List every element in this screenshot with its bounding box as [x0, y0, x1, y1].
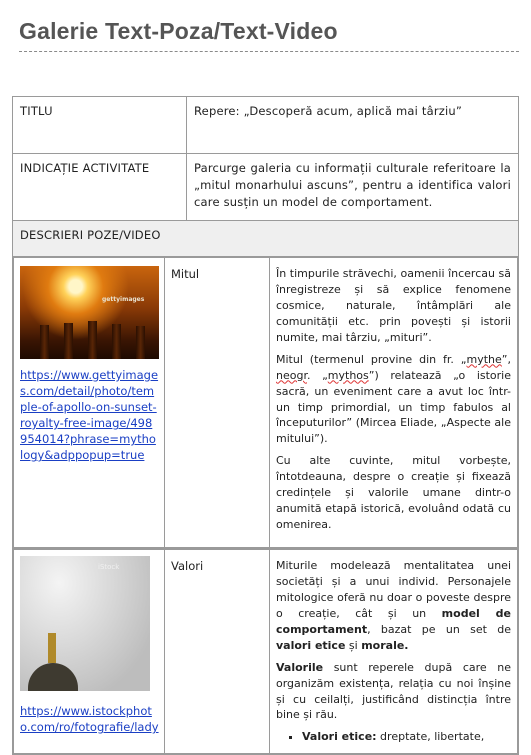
row-value-title: Repere: „Descoperă acum, aplică mai târziu”: [194, 104, 463, 118]
row-label-cell: [13, 97, 187, 154]
table-row: [13, 97, 519, 154]
section-header-label: DESCRIERI POZE/VIDEO: [20, 228, 161, 242]
section-header: [13, 221, 519, 257]
description-cell: [270, 258, 518, 548]
description-paragraph: Cu alte cuvinte, mitul vorbește, întotdeauna, despre o creație și fixează credințele și valorile umane dintr-o anumită etapă istorică, evoluând odată cu omenirea.: [276, 454, 511, 532]
media-cell-values: [14, 550, 165, 754]
row-value-cell: [187, 97, 519, 154]
row-label-cell: [13, 154, 187, 221]
term-label: Valori: [171, 559, 204, 573]
list-item: ▪ Valori etice: dreptate, libertate,: [302, 729, 511, 745]
description-paragraph: Valorile sunt reperele după care ne organizăm existența, relația cu noi înșine și cu ceilalți, justificând distincția între bine și rău.: [276, 660, 511, 722]
description-paragraph: Miturile modelează mentalitatea unei societăți și a unui individ. Personajele mitologice oferă nu doar o poveste despre o creație, cât și un model de comportament, bazat pe un set de valori etice și morale.: [276, 559, 511, 652]
term-label: Mitul: [171, 267, 200, 281]
description-paragraph: Mitul (termenul provine din fr. „mythe”, neogr. „mythos”) relatează „o istorie sacră, un eveniment care a avut loc într-un timp primordial, un timp fabulos al începuturilor” (Mircea Eliade, „Aspecte ale mitului”).: [276, 352, 511, 446]
row-label-title: TITLU: [20, 104, 53, 118]
page-title: Galerie Text-Poza/Text-Video: [19, 18, 338, 44]
image-source-link[interactable]: https://www.gettyimages.com/detail/photo/temple-of-apollo-on-sunset-royalty-free-image/498954014?phrase=mythology&adppopup=true: [20, 368, 159, 463]
media-cell-myth: [14, 258, 165, 548]
gallery-table: [12, 96, 519, 755]
description-cell: [270, 550, 518, 754]
temple-sunset-photo: [20, 266, 159, 359]
title-divider: [19, 51, 519, 52]
table-row: [13, 549, 519, 755]
row-label-instruction: INDICAȚIE ACTIVITATE: [20, 161, 150, 175]
term-cell: [165, 550, 270, 754]
description-paragraph: În timpurile străvechi, oamenii încercau să înregistreze și să explice fenomene cosmice, naturale, întâmplări ale comunității etc. prin povești și istorii numite, mai târziu, „mituri”.: [276, 267, 511, 344]
statue-dome-photo: [20, 556, 150, 691]
photo-watermark: iStock: [98, 563, 120, 571]
image-source-link[interactable]: https://www.istockphoto.com/ro/fotografie/lady: [20, 704, 159, 735]
values-list: [276, 729, 511, 745]
table-row: [13, 154, 519, 221]
section-header-row: [13, 221, 519, 257]
term-cell: [165, 258, 270, 548]
photo-watermark: gettyimages: [102, 296, 145, 303]
row-value-instruction: Parcurge galeria cu informații culturale referitoare la „mitul monarhului ascuns”, pentru a identifica valori care susțin un model de comportament.: [194, 161, 511, 209]
table-row: [13, 257, 519, 549]
row-value-cell: [187, 154, 519, 221]
